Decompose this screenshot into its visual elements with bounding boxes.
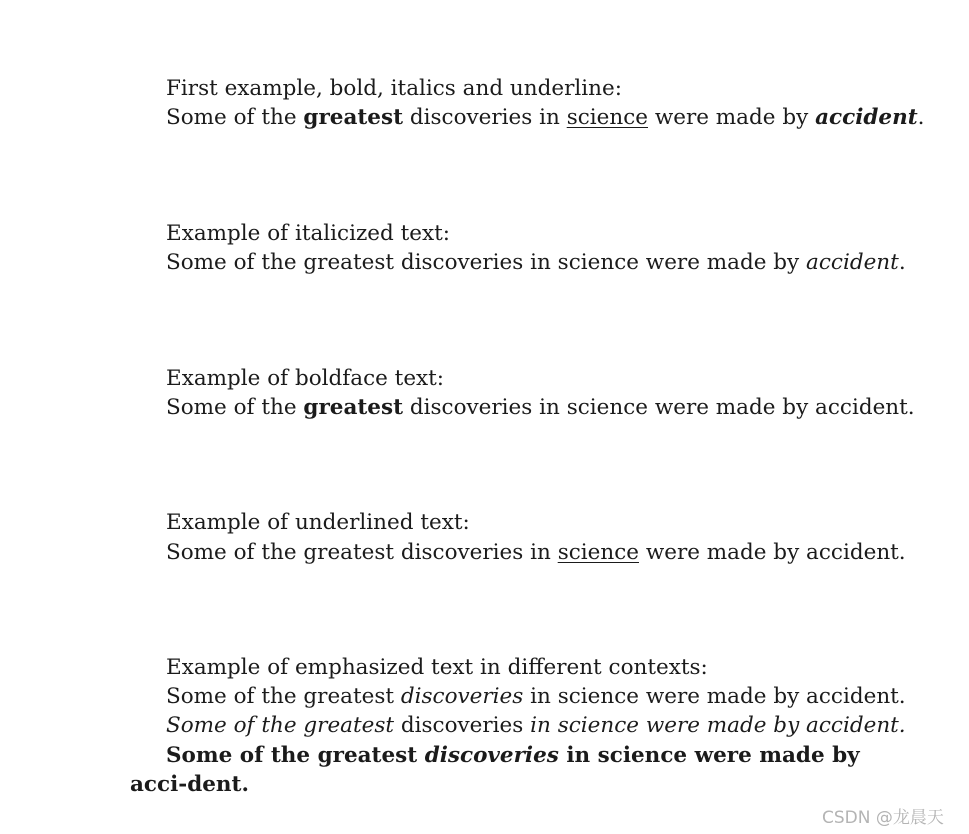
section-3-heading: Example of boldface text:: [166, 366, 445, 391]
emphasis-normal-context: Some of the greatest discoveries in science were made by accident.: [166, 684, 906, 709]
emphasized-word: discoveries: [424, 743, 559, 768]
bold-italic-word: accident: [815, 105, 918, 130]
emphasized-word: discoveries: [394, 713, 531, 738]
emphasis-bold-context: Some of the greatest discoveries in science were made by acci-dent.: [130, 743, 860, 797]
section-2-heading: Example of italicized text:: [166, 221, 450, 246]
csdn-watermark: CSDN @龙晨天: [822, 808, 944, 828]
section-3-sentence: Some of the greatest discoveries in science were made by accident.: [166, 395, 915, 420]
bold-word: greatest: [303, 105, 404, 130]
section-4-heading: Example of underlined text:: [166, 510, 470, 535]
underlined-word: science: [566, 105, 648, 130]
section-4-sentence: Some of the greatest discoveries in science were made by accident.: [166, 540, 906, 565]
section-1-sentence: Some of the greatest discoveries in science were made by accident.: [166, 105, 925, 130]
section-5-heading: Example of emphasized text in different contexts:: [166, 655, 708, 680]
emphasized-word: discoveries: [400, 684, 524, 709]
emphasis-italic-context: Some of the greatest discoveries in science were made by accident.: [166, 713, 906, 738]
section-1-heading: First example, bold, italics and underline:: [166, 76, 622, 101]
italic-word: accident: [806, 250, 899, 275]
section-2-sentence: Some of the greatest discoveries in science were made by accident.: [166, 250, 906, 275]
bold-word: greatest: [303, 395, 404, 420]
underlined-word: science: [557, 540, 639, 565]
